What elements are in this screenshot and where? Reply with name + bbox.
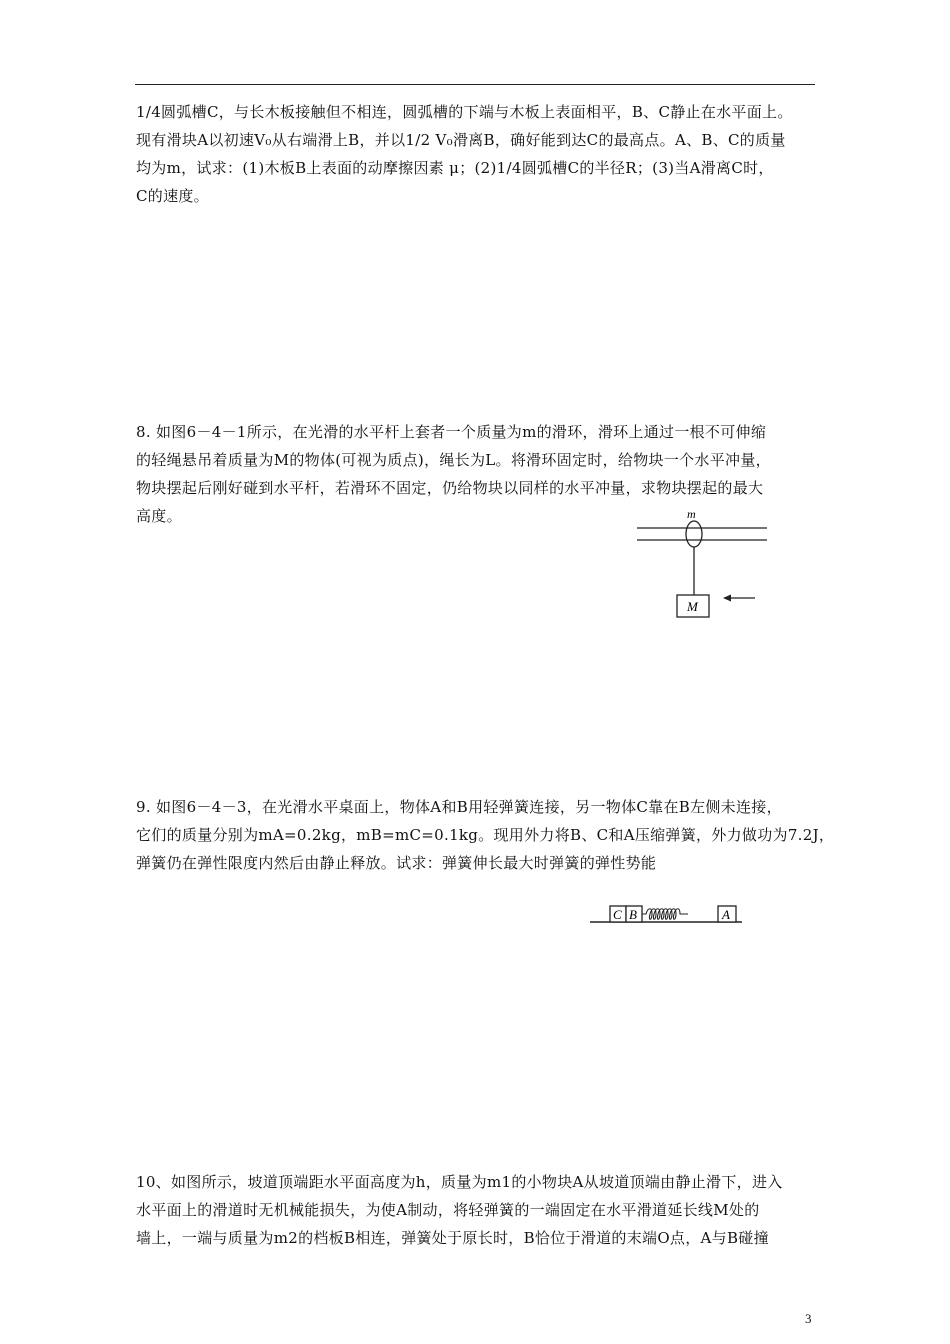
text-line: 现有滑块A以初速V₀从右端滑上B，并以1/2 V₀滑离B，确好能到达C的最高点。A、B、C的质量 xyxy=(136,131,786,149)
block-b-label: B xyxy=(629,907,637,922)
text-line: 1/4圆弧槽C，与长木板接触但不相连，圆弧槽的下端与木板上表面相平，B、C静止在水平面上。 xyxy=(136,103,793,121)
text-line: 10、如图所示，坡道顶端距水平面高度为h，质量为m1的小物块A从坡道顶端由静止滑下，进入 xyxy=(136,1173,783,1191)
text-line: 物块摆起后刚好碰到水平杆，若滑环不固定，仍给物块以同样的水平冲量，求物块摆起的最大 xyxy=(136,479,764,497)
page-number: 3 xyxy=(805,1311,812,1326)
ring-label: m xyxy=(687,507,696,521)
figure-spring-blocks xyxy=(590,900,750,930)
text-line: 的轻绳悬吊着质量为M的物体(可视为质点)，绳长为L。将滑环固定时，给物块一个水平冲量， xyxy=(136,451,771,469)
text-line: 高度。 xyxy=(136,507,182,525)
figure-sliding-ring-pendulum xyxy=(637,507,767,627)
text-line: 弹簧仍在弹性限度内然后由静止释放。试求：弹簧伸长最大时弹簧的弹性势能 xyxy=(136,854,657,872)
text-line: C的速度。 xyxy=(136,187,209,205)
text-line: 墙上，一端与质量为m2的档板B相连，弹簧处于原长时，B恰位于滑道的末端O点，A与B碰撞 xyxy=(136,1229,769,1247)
spring xyxy=(642,909,688,920)
question-9 xyxy=(136,793,835,877)
text-line: 9. 如图6－4－3，在光滑水平桌面上，物体A和B用轻弹簧连接，另一物体C靠在B左侧未连接， xyxy=(136,798,782,816)
question-7-continuation xyxy=(136,98,818,210)
sliding-ring xyxy=(686,521,702,547)
text-line: 水平面上的滑道时无机械能损失，为使A制动，将轻弹簧的一端固定在水平滑道延长线M处的 xyxy=(136,1201,760,1219)
impulse-arrow-head xyxy=(723,595,731,602)
question-10 xyxy=(136,1168,818,1252)
text-line: 它们的质量分别为mA=0.2kg，mB=mC=0.1kg。现用外力将B、C和A压缩弹簧，外力做功为7.2J， xyxy=(136,826,835,844)
header-rule xyxy=(135,84,815,85)
block-c-label: C xyxy=(613,907,622,922)
block-label: M xyxy=(687,599,698,614)
text-line: 均为m，试求：(1)木板B上表面的动摩擦因素 μ；(2)1/4圆弧槽C的半径R；(3)当A滑离C时， xyxy=(136,159,774,177)
text-line: 8. 如图6－4－1所示，在光滑的水平杆上套者一个质量为m的滑环，滑环上通过一根不可伸缩 xyxy=(136,423,767,441)
block-a-label: A xyxy=(722,907,730,922)
